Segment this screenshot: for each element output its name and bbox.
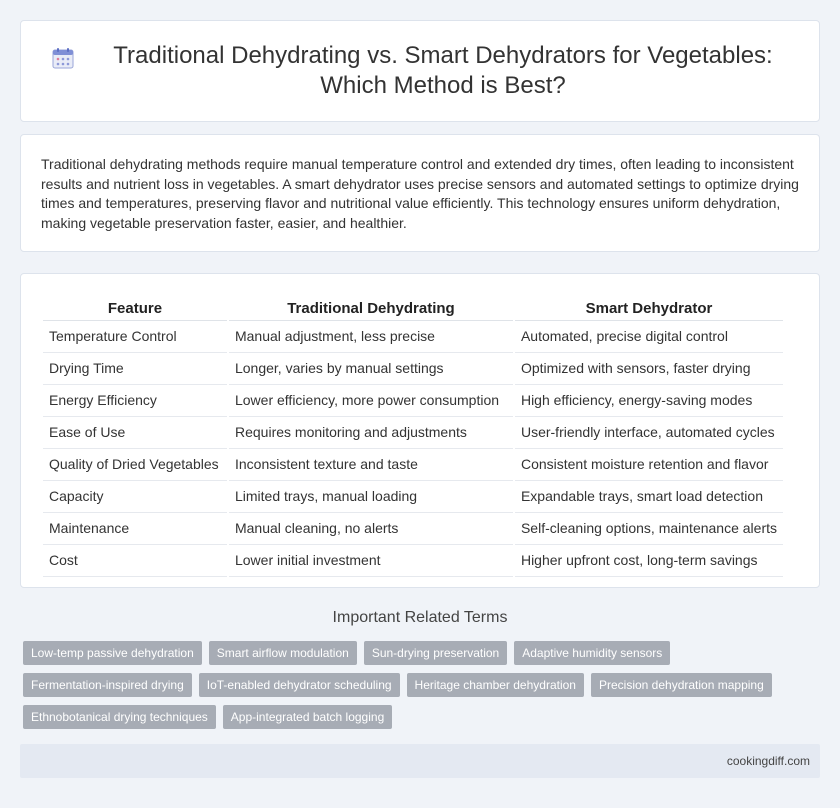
table-cell: Manual adjustment, less precise [229, 321, 513, 353]
table-cell: Ease of Use [43, 417, 227, 449]
table-cell: Capacity [43, 481, 227, 513]
tag-link[interactable]: Precision dehydration mapping [591, 673, 772, 697]
header-traditional: Traditional Dehydrating [229, 296, 513, 321]
related-terms-title: Important Related Terms [332, 609, 508, 626]
table-row [43, 353, 783, 385]
table-cell: Higher upfront cost, long-term savings [515, 545, 783, 577]
table-header-row [43, 296, 783, 321]
table-row [43, 385, 783, 417]
tag-link[interactable]: Adaptive humidity sensors [514, 641, 670, 665]
tag-link[interactable]: Low-temp passive dehydration [23, 641, 202, 665]
table-row [43, 481, 783, 513]
header-smart: Smart Dehydrator [515, 296, 783, 321]
footer-site-link[interactable]: cookingdiff.com [726, 754, 810, 768]
intro-card [20, 134, 820, 252]
tag-link[interactable]: Sun-drying preservation [364, 641, 507, 665]
footer [20, 744, 820, 778]
tag-link[interactable]: Fermentation-inspired drying [23, 673, 192, 697]
table-cell: Automated, precise digital control [515, 321, 783, 353]
table-cell: Inconsistent texture and taste [229, 449, 513, 481]
table-cell: Maintenance [43, 513, 227, 545]
tag-link[interactable]: Smart airflow modulation [209, 641, 357, 665]
table-cell: Consistent moisture retention and flavor [515, 449, 783, 481]
table-cell: User-friendly interface, automated cycles [515, 417, 783, 449]
table-cell: Limited trays, manual loading [229, 481, 513, 513]
table-row [43, 545, 783, 577]
related-terms-tags [23, 641, 823, 737]
title-wrap [21, 21, 819, 121]
table-row [43, 321, 783, 353]
table-cell: Lower efficiency, more power consumption [229, 385, 513, 417]
page-title: Traditional Dehydrating vs. Smart Dehydrators for Vegetables: Which Method is Best? [113, 42, 773, 99]
table-row [43, 449, 783, 481]
tag-link[interactable]: Ethnobotanical drying techniques [23, 705, 216, 729]
table-cell: Drying Time [43, 353, 227, 385]
header-feature: Feature [43, 296, 227, 321]
tag-link[interactable]: App-integrated batch logging [223, 705, 392, 729]
table-cell: Expandable trays, smart load detection [515, 481, 783, 513]
table-cell: Self-cleaning options, maintenance alerts [515, 513, 783, 545]
table-cell: Energy Efficiency [43, 385, 227, 417]
table-cell: Quality of Dried Vegetables [43, 449, 227, 481]
table-row [43, 417, 783, 449]
table-cell: Cost [43, 545, 227, 577]
header-card [20, 20, 820, 122]
calendar-icon [51, 46, 75, 70]
table-row [43, 513, 783, 545]
comparison-card [20, 273, 820, 588]
table-cell: Temperature Control [43, 321, 227, 353]
table-cell: Manual cleaning, no alerts [229, 513, 513, 545]
tag-link[interactable]: Heritage chamber dehydration [407, 673, 584, 697]
comparison-table [41, 296, 785, 577]
table-cell: Longer, varies by manual settings [229, 353, 513, 385]
table-cell: Requires monitoring and adjustments [229, 417, 513, 449]
table-cell: Optimized with sensors, faster drying [515, 353, 783, 385]
intro-text: Traditional dehydrating methods require manual temperature control and extended dry times, often leading to inconsistent results and nutrient loss in vegetables. A smart dehydrator uses precise sensors and automated settings to optimize drying times and temperatures, preserving flavor and nutritional value efficiently. This technology ensures uniform dehydration, making vegetable preservation faster, easier, and healthier. [41, 156, 799, 231]
table-cell: Lower initial investment [229, 545, 513, 577]
tag-link[interactable]: IoT-enabled dehydrator scheduling [199, 673, 400, 697]
table-cell: High efficiency, energy-saving modes [515, 385, 783, 417]
